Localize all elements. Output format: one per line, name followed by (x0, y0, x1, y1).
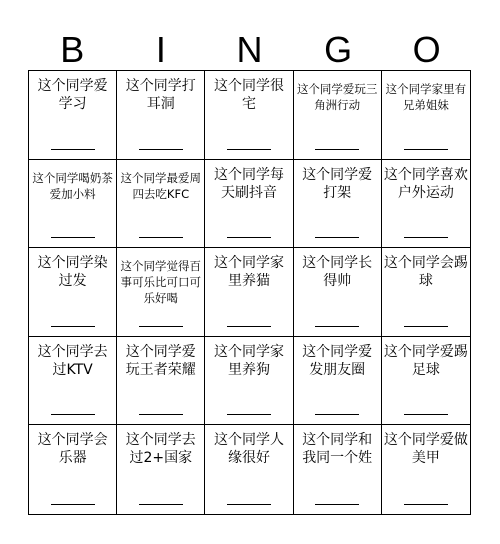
cell-prompt: 这个同学喜欢户外运动 (383, 166, 468, 201)
signature-line[interactable] (315, 149, 359, 150)
cell-prompt: 这个同学每天刷抖音 (213, 166, 284, 201)
bingo-cell[interactable] (205, 425, 293, 514)
bingo-header (28, 30, 471, 70)
bingo-cell[interactable] (117, 160, 205, 249)
bingo-cell[interactable] (382, 248, 470, 337)
signature-line[interactable] (139, 414, 183, 415)
bingo-cell[interactable] (205, 248, 293, 337)
bingo-cell[interactable] (205, 160, 293, 249)
signature-line[interactable] (315, 326, 359, 327)
cell-prompt: 这个同学染过发 (37, 255, 108, 290)
signature-line[interactable] (404, 504, 448, 505)
bingo-cell[interactable] (382, 160, 470, 249)
signature-line[interactable] (404, 326, 448, 327)
signature-line[interactable] (51, 414, 95, 415)
signature-line[interactable] (51, 326, 95, 327)
signature-line[interactable] (227, 149, 271, 150)
signature-line[interactable] (315, 504, 359, 505)
cell-prompt: 这个同学去过2+国家 (125, 432, 196, 467)
bingo-cell[interactable] (205, 337, 293, 426)
header-letter-i: I (155, 29, 166, 70)
bingo-cell[interactable] (29, 248, 117, 337)
signature-line[interactable] (139, 326, 183, 327)
cell-prompt: 这个同学去过KTV (37, 343, 108, 378)
signature-line[interactable] (404, 414, 448, 415)
signature-line[interactable] (139, 504, 183, 505)
cell-prompt: 这个同学爱踢足球 (383, 343, 468, 378)
cell-prompt: 这个同学爱打架 (302, 166, 373, 201)
bingo-cell[interactable] (29, 71, 117, 160)
bingo-cell[interactable] (294, 160, 382, 249)
cell-prompt: 这个同学觉得百事可乐比可口可乐好喝 (120, 259, 202, 306)
signature-line[interactable] (139, 149, 183, 150)
signature-line[interactable] (315, 414, 359, 415)
bingo-cell[interactable] (294, 337, 382, 426)
signature-line[interactable] (404, 237, 448, 238)
cell-prompt: 这个同学爱玩三角洲行动 (296, 82, 378, 112)
signature-line[interactable] (51, 504, 95, 505)
cell-prompt: 这个同学家里养猫 (213, 255, 284, 290)
cell-prompt: 这个同学长得帅 (302, 255, 373, 290)
bingo-cell[interactable] (117, 425, 205, 514)
signature-line[interactable] (227, 326, 271, 327)
header-letter-o: O (412, 29, 441, 70)
bingo-cell[interactable] (117, 248, 205, 337)
signature-line[interactable] (227, 414, 271, 415)
bingo-cell[interactable] (294, 248, 382, 337)
signature-line[interactable] (404, 149, 448, 150)
signature-line[interactable] (51, 237, 95, 238)
header-letter-n: N (236, 29, 263, 70)
cell-prompt: 这个同学爱发朋友圈 (302, 343, 373, 378)
cell-prompt: 这个同学爱做美甲 (383, 432, 468, 467)
cell-prompt: 这个同学爱玩王者荣耀 (125, 343, 196, 378)
cell-prompt: 这个同学人缘很好 (213, 432, 284, 467)
cell-prompt: 这个同学家里养狗 (213, 343, 284, 378)
signature-line[interactable] (139, 237, 183, 238)
cell-prompt: 这个同学家里有兄弟姐妹 (385, 82, 467, 112)
cell-prompt: 这个同学会乐器 (37, 432, 108, 467)
bingo-cell[interactable] (382, 337, 470, 426)
cell-prompt: 这个同学和我同一个姓 (302, 432, 373, 467)
bingo-cell[interactable] (382, 425, 470, 514)
bingo-cell[interactable] (29, 425, 117, 514)
signature-line[interactable] (227, 504, 271, 505)
bingo-cell[interactable] (117, 71, 205, 160)
bingo-cell[interactable] (294, 71, 382, 160)
header-letter-b: B (60, 29, 85, 70)
bingo-board (28, 70, 471, 515)
bingo-cell[interactable] (205, 71, 293, 160)
bingo-cell[interactable] (382, 71, 470, 160)
cell-prompt: 这个同学爱学习 (37, 78, 108, 112)
signature-line[interactable] (315, 237, 359, 238)
bingo-cell[interactable] (29, 160, 117, 249)
header-letter-g: G (324, 29, 353, 70)
cell-prompt: 这个同学最爱周四去吃KFC (120, 170, 202, 201)
bingo-cell[interactable] (294, 425, 382, 514)
cell-prompt: 这个同学很宅 (213, 78, 284, 112)
cell-prompt: 这个同学喝奶茶爱加小料 (32, 170, 113, 201)
signature-line[interactable] (227, 237, 271, 238)
bingo-cell[interactable] (117, 337, 205, 426)
cell-prompt: 这个同学打耳洞 (125, 78, 196, 112)
cell-prompt: 这个同学会踢球 (383, 255, 468, 290)
signature-line[interactable] (51, 149, 95, 150)
bingo-cell[interactable] (29, 337, 117, 426)
